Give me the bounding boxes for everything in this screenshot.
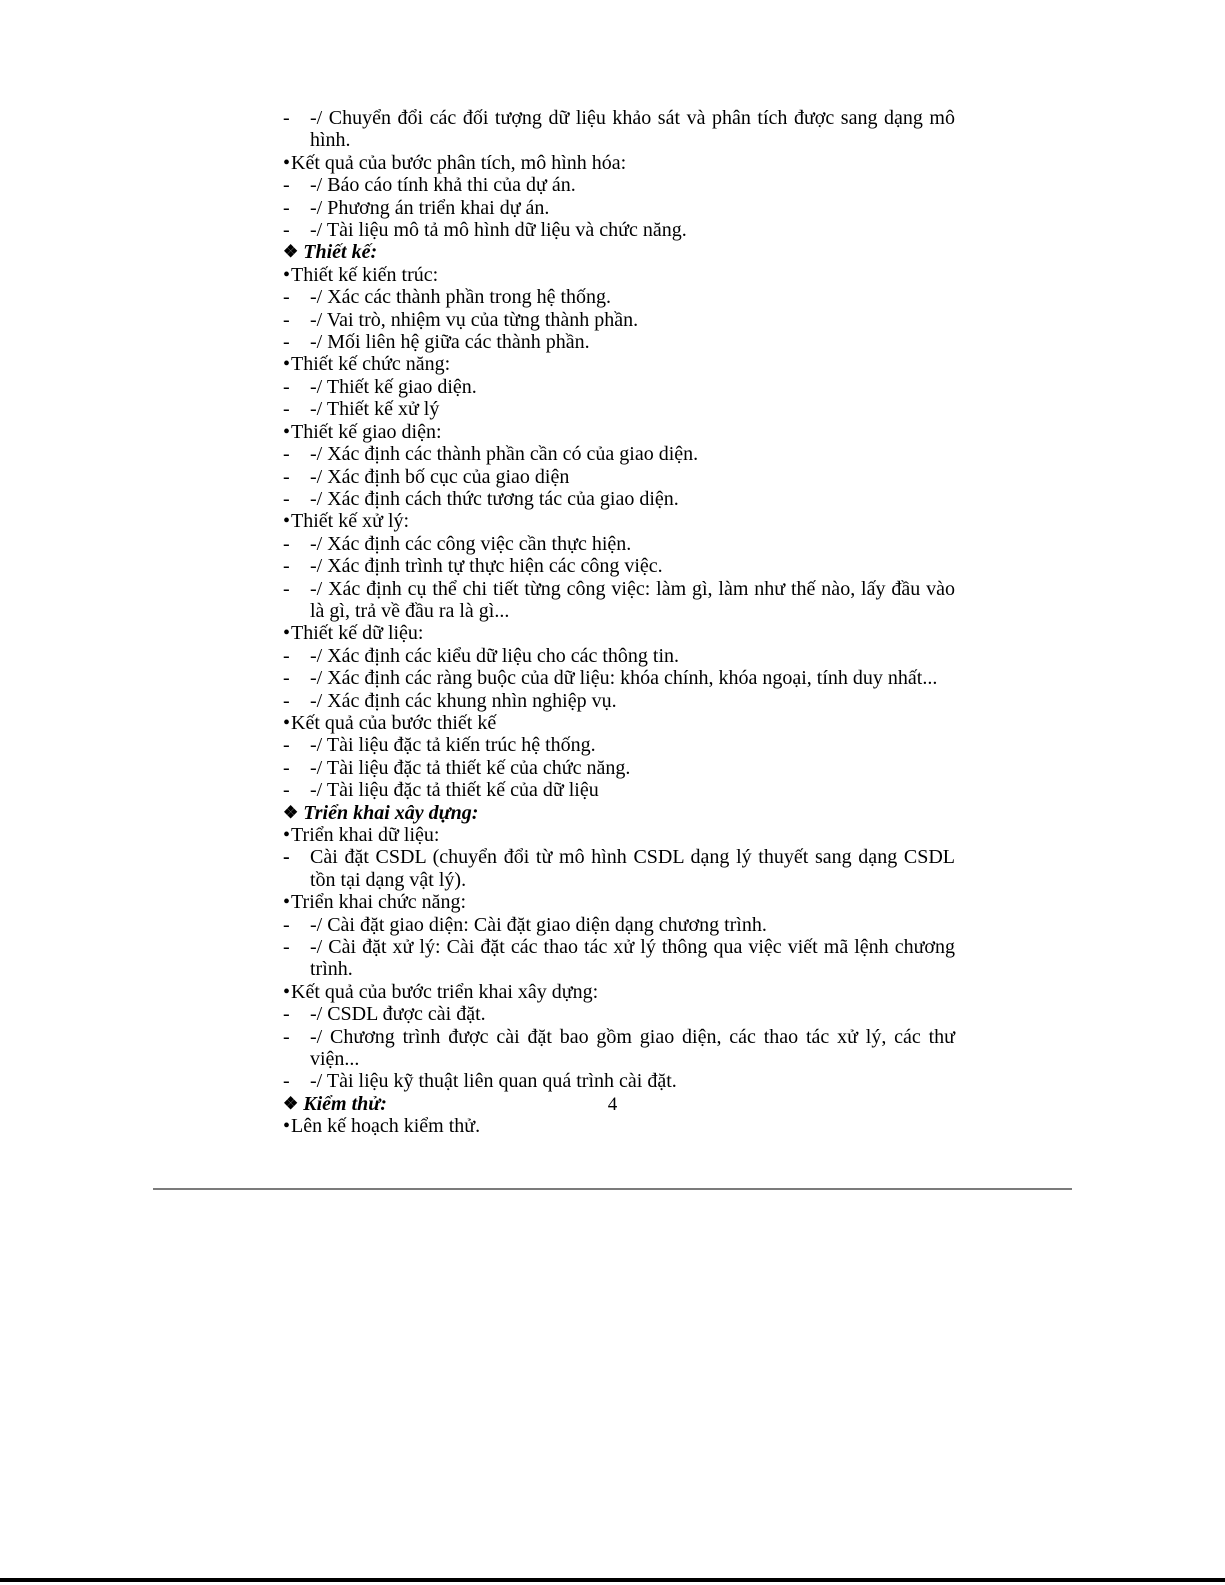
list-item-text: Thiết kế chức năng: [291,353,451,376]
list-item-text: -/ Xác định bố cục của giao diện [310,465,570,488]
list-item-text: Thiết kế xử lý: [291,510,410,533]
dash-marker: - [283,779,290,802]
list-item-dash [283,174,955,196]
list-item-dash [283,107,955,152]
diamond-icon: ❖ [283,1093,299,1113]
list-item-text: Cài đặt CSDL (chuyển đổi từ mô hình CSDL dạng lý thuyết sang dạng CSDL tồn tại dạng vật lý). [310,846,955,891]
list-item-dash [283,1003,955,1025]
list-item-text: Kết quả của bước phân tích, mô hình hóa: [291,151,627,174]
dash-marker: - [283,1003,290,1026]
list-item-text: -/ Mối liên hệ giữa các thành phần. [310,331,590,354]
list-item-text: -/ Xác định trình tự thực hiện các công việc. [310,555,663,578]
dash-marker: - [283,398,290,421]
list-item-dash [283,309,955,331]
list-item-text: -/ Báo cáo tính khả thi của dự án. [310,174,576,197]
dash-marker: - [283,443,290,466]
bullet-icon: • [283,1115,291,1138]
list-item-text: Triển khai dữ liệu: [291,824,440,846]
dash-marker: - [283,107,290,129]
bullet-icon: • [283,891,291,914]
list-item-dash [283,286,955,308]
list-item-text: -/ Phương án triển khai dự án. [310,196,550,219]
dash-marker: - [283,936,290,959]
list-item-text: Thiết kế kiến trúc: [291,263,439,286]
list-item-dash [283,690,955,712]
list-item-bullet [283,712,955,734]
bullet-icon: • [283,510,291,533]
list-item-bullet [283,421,955,443]
list-item-text: Thiết kế dữ liệu: [291,622,424,645]
dash-marker: - [283,667,290,690]
list-item-bullet [283,824,955,846]
list-item-text: -/ Xác định các ràng buộc của dữ liệu: khóa chính, khóa ngoại, tính duy nhất... [310,667,938,690]
list-item-bullet [283,1115,955,1137]
dash-marker: - [283,375,290,398]
list-item-dash [283,197,955,219]
list-item-text: -/ Thiết kế xử lý [310,398,440,421]
list-item-text: -/ Tài liệu mô tả mô hình dữ liệu và chức năng. [310,219,687,242]
dash-marker: - [283,846,290,869]
dash-marker: - [283,913,290,936]
dash-marker: - [283,331,290,354]
list-item-dash [283,936,955,981]
list-item-text: -/ Xác định cách thức tương tác của giao diện. [310,487,679,510]
list-item-dash [283,555,955,577]
dash-marker: - [283,555,290,578]
diamond-icon: ❖ [283,242,299,262]
list-item-text: -/ Cài đặt xử lý: Cài đặt các thao tác xử lý thông qua việc viết mã lệnh chương trình. [310,936,955,981]
dash-marker: - [283,689,290,712]
list-item-text: -/ Xác định cụ thể chi tiết từng công việc: làm gì, làm như thế nào, lấy đầu vào là gì, trả về đầu ra là gì... [310,577,955,622]
list-item-dash [283,376,955,398]
dash-marker: - [283,756,290,779]
bullet-icon: • [283,622,291,645]
list-item-text: -/ Thiết kế giao diện. [310,375,477,398]
list-item-dash [283,1026,955,1071]
list-item-dash [283,466,955,488]
dash-marker: - [283,174,290,197]
list-item-text: Kết quả của bước triển khai xây dựng: [291,980,599,1003]
list-item-dash [283,488,955,510]
dash-marker: - [283,465,290,488]
section-heading-text: Kiểm thử: [303,1092,387,1115]
footer-divider-line [153,1188,1072,1190]
list-item-text: Triển khai chức năng: [291,891,467,914]
section-heading [283,241,955,263]
page-number: 4 [607,1094,618,1115]
diamond-icon: ❖ [283,802,299,822]
list-item-dash [283,779,955,801]
bullet-icon: • [283,353,291,376]
dash-marker: - [283,577,290,600]
list-item-text: Lên kế hoạch kiểm thử. [291,1115,481,1138]
list-item-text: -/ Xác định các kiểu dữ liệu cho các thông tin. [310,644,680,667]
list-item-dash [283,846,955,891]
list-item-dash [283,443,955,465]
section-heading-text: Thiết kế: [303,241,378,264]
window-bottom-edge-bar [0,1578,1225,1582]
list-item-dash [283,667,955,689]
list-item-dash [283,757,955,779]
list-item-dash [283,1070,955,1092]
dash-marker: - [283,308,290,331]
list-item-text: -/ Xác định các khung nhìn nghiệp vụ. [310,689,617,712]
list-item-dash [283,533,955,555]
list-item-text: -/ Tài liệu kỹ thuật liên quan quá trình cài đặt. [310,1070,677,1093]
list-item-text: -/ Chuyển đổi các đối tượng dữ liệu khảo sát và phân tích được sang dạng mô hình. [310,107,955,152]
section-heading-text: Triển khai xây dựng: [303,801,479,824]
bullet-icon: • [283,711,291,734]
list-item-text: -/ Tài liệu đặc tả thiết kế của dữ liệu [310,779,599,802]
list-item-text: Thiết kế giao diện: [291,420,442,443]
bullet-icon: • [283,420,291,443]
list-item-bullet [283,981,955,1003]
list-item-dash [283,645,955,667]
list-item-text: Kết quả của bước thiết kế [291,711,497,734]
list-item-dash [283,219,955,241]
dash-marker: - [283,644,290,667]
bullet-icon: • [283,824,291,846]
bullet-icon: • [283,980,291,1003]
document-page-content [283,107,955,1138]
list-item-dash [283,331,955,353]
list-item-text: -/ Vai trò, nhiệm vụ của từng thành phần. [310,308,639,331]
list-item-bullet [283,152,955,174]
bullet-icon: • [283,263,291,286]
list-item-dash [283,914,955,936]
dash-marker: - [283,1025,290,1048]
list-item-text: -/ Xác định các thành phần cần có của giao diện. [310,443,699,466]
list-item-text: -/ Tài liệu đặc tả thiết kế của chức năng. [310,756,631,779]
list-item-dash [283,734,955,756]
list-item-text: -/ Chương trình được cài đặt bao gồm giao diện, các thao tác xử lý, các thư viện... [310,1025,955,1071]
list-item-bullet [283,510,955,532]
bullet-icon: • [283,151,291,174]
list-item-bullet [283,353,955,375]
dash-marker: - [283,219,290,242]
list-item-text: -/ Xác định các công việc cần thực hiện. [310,532,632,555]
list-item-text: -/ Cài đặt giao diện: Cài đặt giao diện dạng chương trình. [310,913,767,936]
list-item-text: -/ Tài liệu đặc tả kiến trúc hệ thống. [310,734,596,757]
list-item-text: -/ CSDL được cài đặt. [310,1003,486,1026]
dash-marker: - [283,487,290,510]
list-item-text: -/ Xác các thành phần trong hệ thống. [310,286,612,309]
dash-marker: - [283,734,290,757]
list-item-bullet [283,622,955,644]
section-heading [283,802,955,824]
list-item-dash [283,578,955,623]
list-item-bullet [283,891,955,913]
dash-marker: - [283,532,290,555]
list-item-dash [283,398,955,420]
dash-marker: - [283,1070,290,1093]
dash-marker: - [283,196,290,219]
list-item-bullet [283,264,955,286]
dash-marker: - [283,286,290,309]
